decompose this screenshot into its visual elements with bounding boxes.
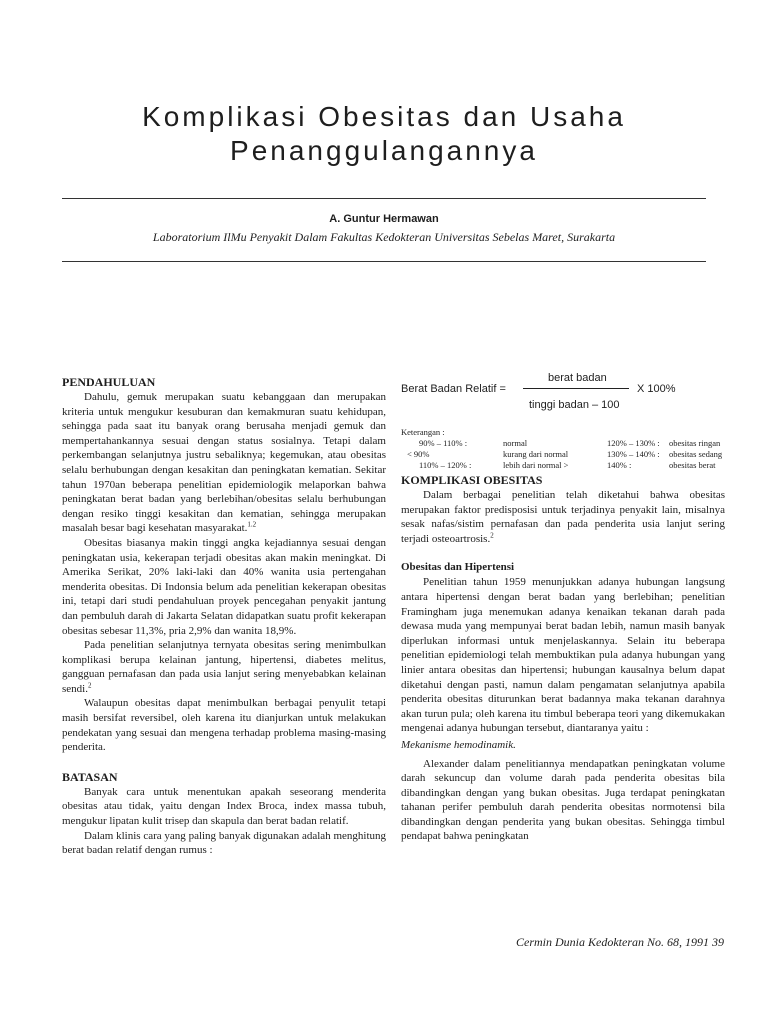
- heading-komplikasi: KOMPLIKASI OBESITAS: [401, 473, 543, 487]
- left-column: [62, 374, 386, 858]
- author-name: A. Guntur Hermawan: [329, 213, 439, 225]
- spacer: [401, 546, 725, 560]
- paragraph: Obesitas biasanya makin tinggi angka kejadiannya sesuai dengan peningkatan usia, kekerapan terjadi obesitas akan makin meningkat. Di Amerika Serikat, 20% laki-laki dan 40% wanita usia pertengahan menderita obesitas. Di Indonsia belum ada penelitian kekerapan obesitas ini, tetapi dari studi pendahuluan proyek pencegahan penyakit jantung dan pembuluh darah di Jakarta Selatan didapatkan suatu profit kekerapan obesitas sebesar 11,3%, pria 2,9% dan wanita 18,9%.: [62, 536, 386, 637]
- fraction-bar: [523, 388, 629, 389]
- paragraph: Banyak cara untuk menentukan apakah seseorang menderita obesitas atau tidak, yaitu dengan Index Broca, index massa tubuh, mengukur lipatan kulit trisep dan skapula dan berat badan relatif.: [62, 785, 386, 828]
- author-affiliation: Laboratorium IlMu Penyakit Dalam Fakultas Kedokteran Universitas Sebelas Maret, Surakarta: [152, 230, 616, 244]
- formula-denominator: tinggi badan – 100: [529, 399, 620, 411]
- relative-weight-formula: [401, 370, 731, 420]
- spacer: [62, 755, 386, 769]
- formula-numerator: berat badan: [548, 372, 607, 384]
- journal-footer: Cermin Dunia Kedokteran No. 68, 1991 39: [516, 935, 724, 949]
- title-line-1: Komplikasi Obesitas dan Usaha: [142, 101, 626, 132]
- legend-table: [401, 438, 722, 471]
- legend-row: 110% – 120% : lebih dari normal > 140% : obesitas berat: [419, 460, 716, 470]
- title-line-2: Penanggulangannya: [230, 135, 538, 166]
- formula-lhs: Berat Badan Relatif =: [401, 383, 506, 395]
- citation: 2: [490, 531, 494, 540]
- legend-title: Keterangan :: [401, 427, 445, 437]
- citation: 1.2: [247, 520, 257, 529]
- subheading-mekanisme: Mekanisme hemodinamik.: [401, 738, 516, 751]
- bottom-rule: [62, 261, 706, 262]
- article-title: [40, 100, 728, 168]
- right-column: [401, 472, 725, 844]
- heading-hipertensi: Obesitas dan Hipertensi: [401, 561, 515, 574]
- heading-batasan: BATASAN: [62, 769, 118, 784]
- heading-pendahuluan: PENDAHULUAN: [62, 375, 156, 389]
- legend-row: < 90% kurang dari normal 130% – 140% : obesitas sedang: [407, 449, 723, 459]
- top-rule: [62, 198, 706, 199]
- paragraph: Walaupun obesitas dapat menimbulkan berbagai penyulit tetapi masih bersifat reversibel, oleh karena itu dianjurkan untuk melakukan pendekatan yang sesuai dan mengena terhadap problema masing-masing penderita.: [62, 697, 386, 754]
- paragraph: Pada penelitian selanjutnya ternyata obesitas sering menimbulkan komplikasi berupa kelainan jantung, hipertensi, diabetes melitus, gangguan pernafasan dan pada usia lanjut sering menyebabkan kelainan sendi.$^2$: [62, 639, 386, 695]
- formula-multiplier: X 100%: [637, 383, 676, 395]
- paragraph: Dalam klinis cara yang paling banyak digunakan adalah menghitung berat badan relatif dengan rumus :: [62, 829, 386, 857]
- formula-legend: [401, 427, 731, 471]
- paragraph: Dahulu, gemuk merupakan suatu kebanggaan dan merupakan kriteria untuk mengukur kesuburan dan kemakmuran suatu kehidupan, sehingga pada saat itu banyak orang berusaha menjadi gemuk dan mempertahankannya sesuai dengan status sosialnya. Tetapi dalam perkembangan selanjutnya justru sebaliknya; kegemukan, atau obesitas selalu berhubungan dengan kesakitan dan peningkatan kematian. Sekitar tahun 1970an beberapa penelitian epidemiologik melaporkan bahwa peningkatan berat badan yang berlebihan/obesitas selalu berhubungan dengan resiko tinggi kesakitan dan kematian, sehingga merupakan masalah besar bagi kesehatan masyarakat.$^{1.2}$: [62, 391, 386, 535]
- paragraph: Penelitian tahun 1959 menunjukkan adanya hubungan langsung antara hipertensi dengan berat badan yang berlebihan; penelitian Framingham juga menemukan adanya kenaikan tekanan darah pada dewasa muda yang mempunyai berat badan lebih, namun masih banyak diperlukan informasi untuk menjelaskannya. Selain itu beberapa penelitian epidemiologi telah membuktikan pula adanya hubungan yang linier antara obesitas dan hipertensi; hubungan kausalnya belum dapat diketahui dengan pasti, namun dalam pengamatan selanjutnya apabila penderita obesitas diturunkan berat badannya maka tekanan darahnya akan turun pula; oleh karena itu timbul beberapa teori yang dikemukakan mengenai adanya hubungan tersebut, diantaranya yaitu :: [401, 576, 725, 735]
- citation: 2: [87, 681, 92, 690]
- paragraph: Dalam berbagai penelitian telah diketahui bahwa obesitas merupakan faktor predisposisi untuk terjadinya penyakit lain, misalnya sesak nafas/sistim pernafasan dan pada penderita usia lanjut sering terjadi osteoartrosis.$^2$: [401, 489, 725, 545]
- legend-row: 90% – 110% : normal 120% – 130% : obesitas ringan: [419, 438, 721, 448]
- paragraph: Alexander dalam penelitiannya mendapatkan peningkatan volume darah sekuncup dan volume darah pada penderita obesitas bila dibandingkan dengan yang bukan obesitas. Juga terdapat peningkatan tahanan perifer pembuluh darah penderita obesitas normotensi bila dibandingkan dengan penderita yang bukan obesitas. Sehingga timbul pendapat bahwa peningkatan: [401, 757, 725, 843]
